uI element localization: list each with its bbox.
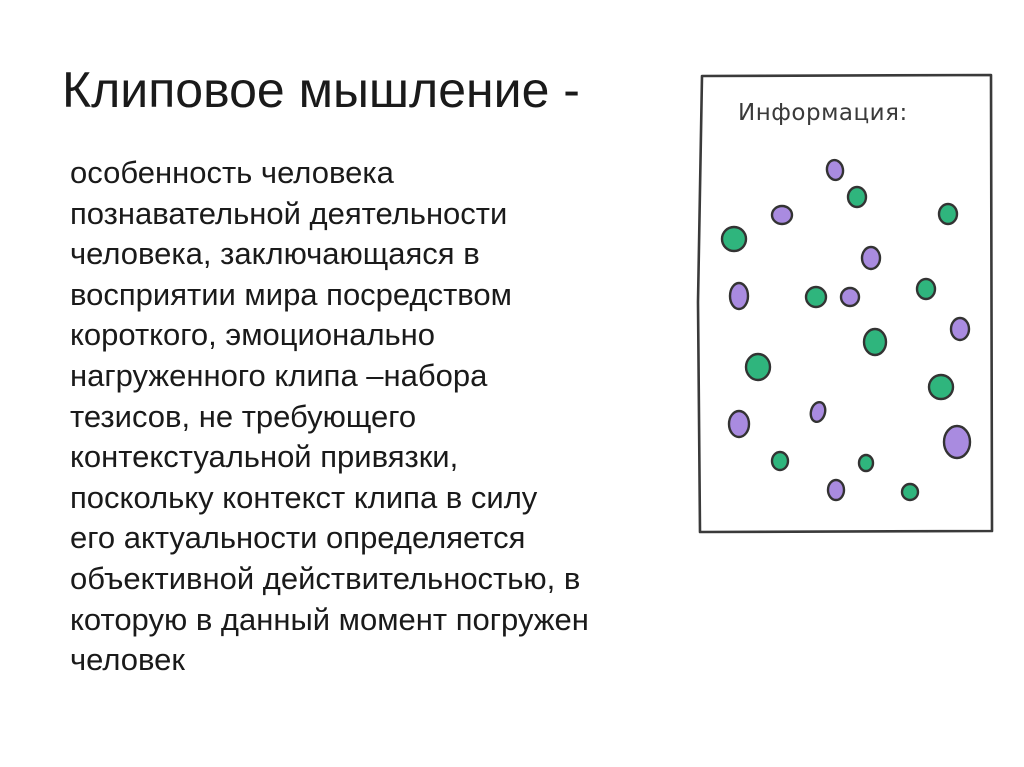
green-dot — [722, 227, 746, 251]
information-illustration — [694, 72, 994, 534]
purple-dot — [862, 247, 880, 269]
purple-dot — [944, 426, 970, 458]
definition-line: нагруженного клипа –набора — [70, 357, 488, 393]
green-dot — [929, 375, 953, 399]
definition-line: познавательной деятельности — [70, 195, 508, 231]
definition-line: объективной действительностью, в — [70, 560, 581, 596]
green-dot — [746, 354, 770, 380]
purple-dot — [951, 318, 969, 340]
green-dot — [939, 204, 957, 224]
definition-line: его актуальности определяется — [70, 520, 526, 556]
definition-line: поскольку контекст клипа в силу — [70, 479, 538, 515]
definition-line: которую в данный момент погружен — [70, 601, 589, 637]
definition-line: тезисов, не требующего — [70, 398, 417, 434]
purple-dot — [730, 283, 748, 309]
green-dot — [902, 484, 918, 500]
purple-dot — [841, 288, 859, 306]
definition-line: человека, заключающаяся в — [70, 236, 480, 272]
information-sketch — [694, 72, 994, 534]
definition-line: человек — [70, 642, 185, 678]
green-dot — [864, 329, 886, 355]
purple-dot — [772, 206, 792, 224]
definition-line: короткого, эмоционально — [70, 317, 436, 353]
definition-line: особенность человека — [70, 155, 394, 190]
green-dot — [917, 279, 935, 299]
green-dot — [772, 452, 788, 470]
purple-dot — [828, 480, 844, 500]
green-dot — [806, 287, 826, 307]
sketch-label: Информация: — [738, 100, 908, 126]
definition-text — [70, 153, 589, 681]
purple-dot — [729, 411, 749, 437]
green-dot — [859, 455, 873, 471]
green-dot — [848, 187, 866, 207]
definition-line: восприятии мира посредством — [70, 276, 512, 312]
definition-line: контекстуальной привязки, — [70, 439, 459, 475]
slide-title: Клиповое мышление - — [62, 62, 580, 118]
